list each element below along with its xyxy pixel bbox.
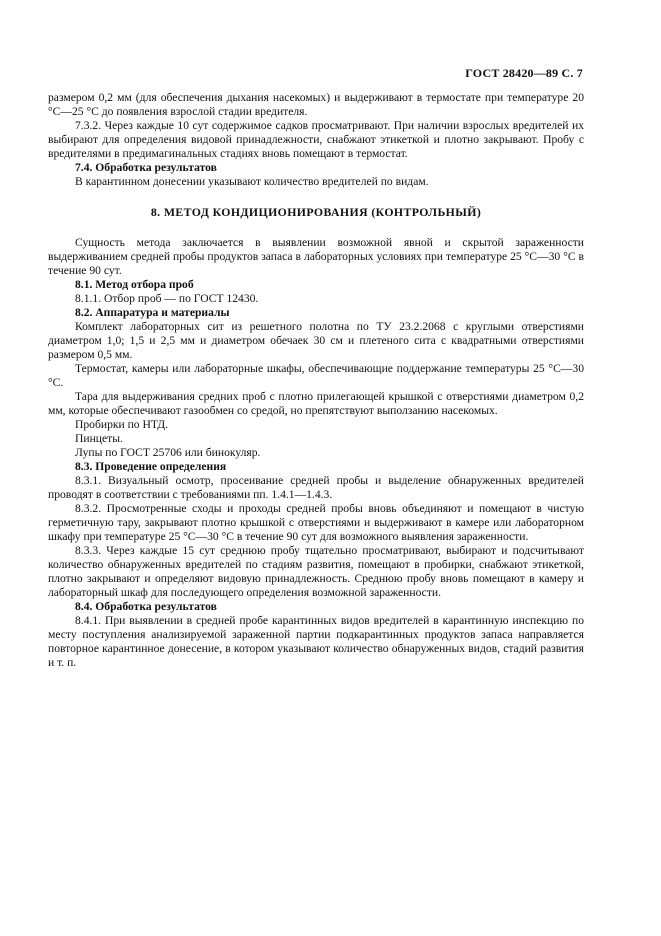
- paragraph: Лупы по ГОСТ 25706 или бинокуляр.: [75, 446, 261, 459]
- paragraph: Пинцеты.: [75, 432, 123, 445]
- paragraph: 8.3.1. Визуальный осмотр, просеивание средней пробы и выделение обнаруженных вредителей проводят в соответствии с требованиями пп. 1.4.1—1.4.3.: [48, 474, 584, 501]
- paragraph: 8.4.1. При выявлении в средней пробе карантинных видов вредителей в карантинную инспекцию по месту поступления анализируемой зараженной партии подкарантинных продуктов запаса направляется повторное карантинное донесение, в котором указывают количество обнаруженных видов, стадий развития и т. п.: [48, 614, 584, 669]
- paragraph: 8.1.1. Отбор проб — по ГОСТ 12430.: [75, 292, 259, 305]
- subsection-heading: 8.2. Аппаратура и материалы: [75, 306, 230, 319]
- subsection-heading: 7.4. Обработка результатов: [75, 161, 217, 174]
- paragraph: Комплект лабораторных сит из решетного полотна по ТУ 23.2.2068 с круглыми отверстиями диаметром 1,0; 1,5 и 2,5 мм и диаметром обечаек 30 см и плетеного сита с квадратными отверстиями размером 0,5 мм.: [48, 320, 584, 361]
- paragraph: 7.3.2. Через каждые 10 сут содержимое садков просматривают. При наличии взрослых вредителей их выбирают для определения видовой принадлежности, снабжают этикеткой и плотно закрывают. Пробу с вредителями в предимагинальных стадиях вновь помещают в термостат.: [48, 119, 584, 160]
- paragraph: Сущность метода заключается в выявлении возможной явной и скрытой зараженности выдерживанием средней пробы продуктов запаса в лабораторных условиях при температуре 25 °С—30 °С в течение 90 сут.: [48, 236, 584, 277]
- document-body: [48, 91, 584, 670]
- paragraph: размером 0,2 мм (для обеспечения дыхания насекомых) и выдерживают в термостате при температуре 20 °С—25 °С до появления взрослой стадии вредителя.: [48, 91, 584, 118]
- subsection-heading: 8.4. Обработка результатов: [75, 600, 217, 613]
- subsection-heading: 8.1. Метод отбора проб: [75, 278, 194, 291]
- paragraph: Пробирки по НТД.: [75, 418, 169, 431]
- page-header: ГОСТ 28420—89 С. 7: [465, 66, 583, 80]
- paragraph: В карантинном донесении указывают количество вредителей по видам.: [75, 175, 429, 188]
- paragraph: 8.3.2. Просмотренные сходы и проходы средней пробы вновь объединяют и помещают в чистую герметичную тару, закрывают плотно крышкой с отверстиями и выдерживают в камере или лабораторном шкафу при температуре 25 °С—30 °С в течение 90 сут для возможного выявления зараженности.: [48, 502, 584, 543]
- section-heading: 8. МЕТОД КОНДИЦИОНИРОВАНИЯ (КОНТРОЛЬНЫЙ): [150, 205, 482, 219]
- paragraph: Тара для выдерживания средних проб с плотно прилегающей крышкой с отверстиями диаметром 0,2 мм, которые обеспечивают газообмен со средой, но препятствуют выползанию насекомых.: [48, 390, 584, 417]
- subsection-heading: 8.3. Проведение определения: [75, 460, 227, 473]
- paragraph: 8.3.3. Через каждые 15 сут среднюю пробу тщательно просматривают, выбирают и подсчитывают количество обнаруженных вредителей по стадиям развития, помещают в пробирки, снабжают этикеткой, плотно закрывают и определяют видовую принадлежность. Среднюю пробу вновь помещают в камеру и лабораторный шкаф для последующего определения возможной зараженности.: [48, 544, 584, 599]
- paragraph: Термостат, камеры или лабораторные шкафы, обеспечивающие поддержание температуры 25 °С—30 °С.: [48, 362, 584, 389]
